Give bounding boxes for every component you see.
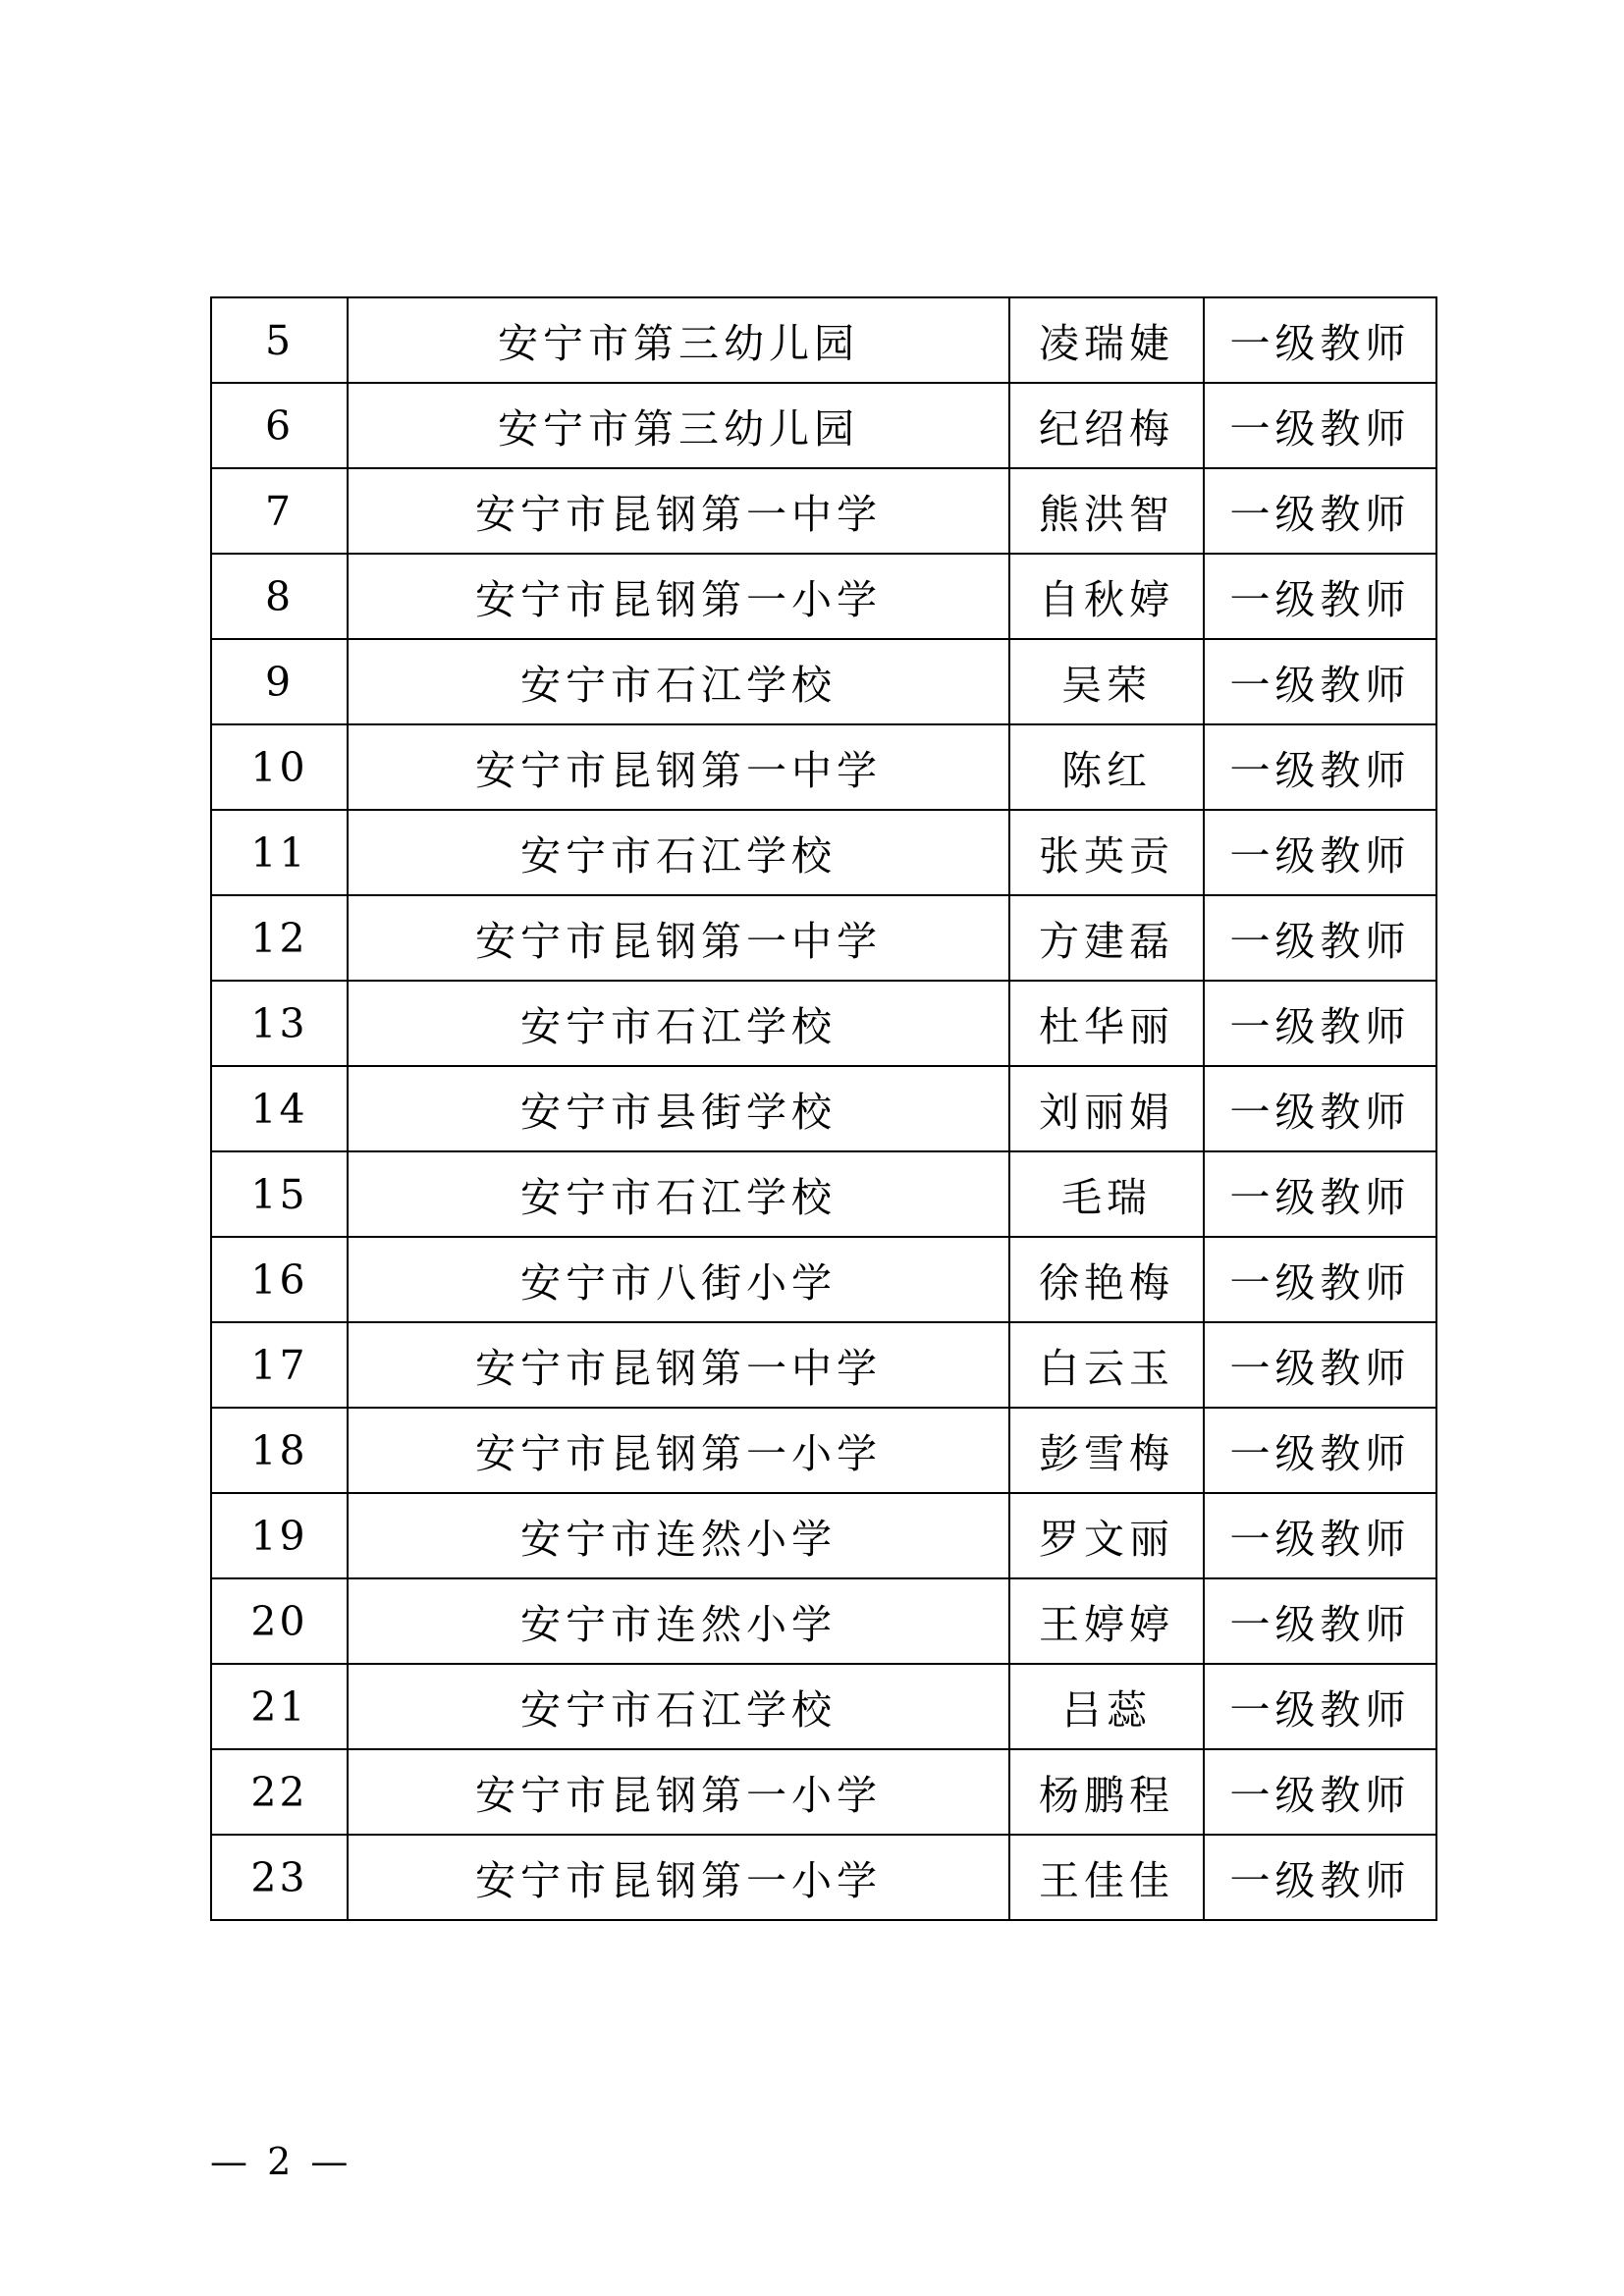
teacher-name-cell: 罗文丽: [1009, 1493, 1204, 1578]
school-cell: 安宁市石江学校: [348, 1664, 1009, 1749]
row-number-cell: 12: [211, 895, 348, 981]
row-number-cell: 6: [211, 383, 348, 468]
teacher-name-cell: 王佳佳: [1009, 1835, 1204, 1920]
row-number-cell: 15: [211, 1151, 348, 1237]
table-row: [211, 1749, 1436, 1835]
teacher-name-cell: 彭雪梅: [1009, 1408, 1204, 1493]
school-cell: 安宁市石江学校: [348, 1151, 1009, 1237]
title-cell: 一级教师: [1204, 810, 1436, 895]
table-row: [211, 1237, 1436, 1322]
school-cell: 安宁市昆钢第一小学: [348, 1408, 1009, 1493]
school-cell: 安宁市昆钢第一小学: [348, 1749, 1009, 1835]
table-row: [211, 810, 1436, 895]
table-row: [211, 554, 1436, 639]
table-row: [211, 297, 1436, 383]
title-cell: 一级教师: [1204, 1151, 1436, 1237]
row-number-cell: 18: [211, 1408, 348, 1493]
table-row: [211, 468, 1436, 554]
school-cell: 安宁市昆钢第一小学: [348, 1835, 1009, 1920]
school-cell: 安宁市八街小学: [348, 1237, 1009, 1322]
teacher-name-cell: 陈红: [1009, 724, 1204, 810]
teacher-name-cell: 杨鹏程: [1009, 1749, 1204, 1835]
table-row: [211, 1151, 1436, 1237]
row-number-cell: 8: [211, 554, 348, 639]
title-cell: 一级教师: [1204, 1749, 1436, 1835]
school-cell: 安宁市昆钢第一中学: [348, 1322, 1009, 1408]
title-cell: 一级教师: [1204, 1066, 1436, 1151]
teacher-name-cell: 刘丽娟: [1009, 1066, 1204, 1151]
row-number-cell: 21: [211, 1664, 348, 1749]
title-cell: 一级教师: [1204, 297, 1436, 383]
table-row: [211, 1578, 1436, 1664]
teacher-name-cell: 王婷婷: [1009, 1578, 1204, 1664]
row-number-cell: 17: [211, 1322, 348, 1408]
table-row: [211, 1835, 1436, 1920]
school-cell: 安宁市县街学校: [348, 1066, 1009, 1151]
school-cell: 安宁市石江学校: [348, 639, 1009, 724]
teacher-name-cell: 自秋婷: [1009, 554, 1204, 639]
teacher-name-cell: 熊洪智: [1009, 468, 1204, 554]
teacher-name-cell: 方建磊: [1009, 895, 1204, 981]
page-number: — 2 —: [210, 2140, 352, 2183]
teacher-name-cell: 白云玉: [1009, 1322, 1204, 1408]
table-row: [211, 1066, 1436, 1151]
title-cell: 一级教师: [1204, 1493, 1436, 1578]
school-cell: 安宁市第三幼儿园: [348, 297, 1009, 383]
row-number-cell: 22: [211, 1749, 348, 1835]
title-cell: 一级教师: [1204, 1664, 1436, 1749]
title-cell: 一级教师: [1204, 554, 1436, 639]
title-cell: 一级教师: [1204, 981, 1436, 1066]
title-cell: 一级教师: [1204, 1237, 1436, 1322]
title-cell: 一级教师: [1204, 383, 1436, 468]
title-cell: 一级教师: [1204, 724, 1436, 810]
title-cell: 一级教师: [1204, 1322, 1436, 1408]
row-number-cell: 11: [211, 810, 348, 895]
table-row: [211, 1408, 1436, 1493]
teacher-name-cell: 杜华丽: [1009, 981, 1204, 1066]
teacher-name-cell: 毛瑞: [1009, 1151, 1204, 1237]
row-number-cell: 19: [211, 1493, 348, 1578]
row-number-cell: 7: [211, 468, 348, 554]
teacher-name-cell: 凌瑞婕: [1009, 297, 1204, 383]
school-cell: 安宁市昆钢第一中学: [348, 895, 1009, 981]
table-row: [211, 895, 1436, 981]
table-row: [211, 1664, 1436, 1749]
row-number-cell: 23: [211, 1835, 348, 1920]
teacher-name-cell: 纪绍梅: [1009, 383, 1204, 468]
school-cell: 安宁市第三幼儿园: [348, 383, 1009, 468]
row-number-cell: 20: [211, 1578, 348, 1664]
school-cell: 安宁市石江学校: [348, 981, 1009, 1066]
title-cell: 一级教师: [1204, 468, 1436, 554]
table-row: [211, 1322, 1436, 1408]
school-cell: 安宁市昆钢第一小学: [348, 554, 1009, 639]
title-cell: 一级教师: [1204, 1578, 1436, 1664]
title-cell: 一级教师: [1204, 639, 1436, 724]
teacher-name-cell: 徐艳梅: [1009, 1237, 1204, 1322]
school-cell: 安宁市石江学校: [348, 810, 1009, 895]
roster-table-body: [211, 297, 1436, 1920]
table-row: [211, 639, 1436, 724]
table-row: [211, 981, 1436, 1066]
table-row: [211, 1493, 1436, 1578]
teacher-name-cell: 吴荣: [1009, 639, 1204, 724]
school-cell: 安宁市昆钢第一中学: [348, 468, 1009, 554]
school-cell: 安宁市昆钢第一中学: [348, 724, 1009, 810]
teacher-name-cell: 张英贡: [1009, 810, 1204, 895]
table-row: [211, 383, 1436, 468]
row-number-cell: 13: [211, 981, 348, 1066]
title-cell: 一级教师: [1204, 1835, 1436, 1920]
row-number-cell: 5: [211, 297, 348, 383]
table-row: [211, 724, 1436, 810]
school-cell: 安宁市连然小学: [348, 1578, 1009, 1664]
school-cell: 安宁市连然小学: [348, 1493, 1009, 1578]
title-cell: 一级教师: [1204, 1408, 1436, 1493]
title-cell: 一级教师: [1204, 895, 1436, 981]
teacher-name-cell: 吕蕊: [1009, 1664, 1204, 1749]
row-number-cell: 14: [211, 1066, 348, 1151]
row-number-cell: 16: [211, 1237, 348, 1322]
row-number-cell: 9: [211, 639, 348, 724]
row-number-cell: 10: [211, 724, 348, 810]
teacher-roster-table: [210, 296, 1437, 1921]
